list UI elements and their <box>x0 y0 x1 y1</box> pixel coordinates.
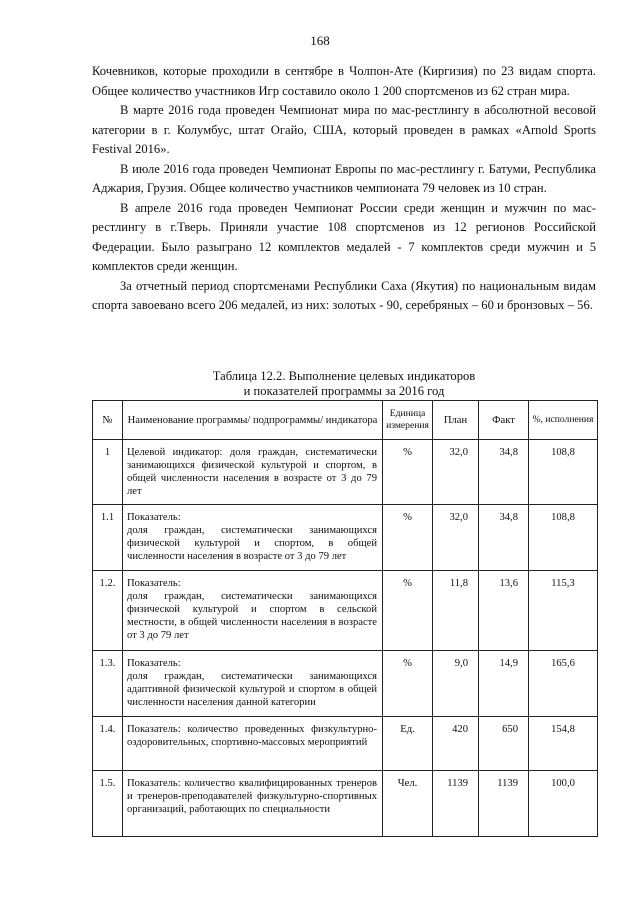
page-number: 168 <box>310 33 330 48</box>
row-num: 1.1 <box>93 505 123 571</box>
row-percent: 165,6 <box>529 651 598 717</box>
row-name-cell <box>123 651 383 717</box>
row-percent: 108,8 <box>529 505 598 571</box>
row-num: 1.4. <box>93 717 123 771</box>
row-num: 1.5. <box>93 771 123 837</box>
row-num: 1.3. <box>93 651 123 717</box>
paragraph: В марте 2016 года проведен Чемпионат мира по мас-рестлингу в абсолютной весовой категории в г. Колумбус, штат Огайо, США, который проведен в рамках «Arnold Sports Festival 2016». <box>92 103 596 156</box>
paragraph: За отчетный период спортсменами Республики Саха (Якутия) по национальным видам спорта завоевано всего 206 медалей, из них: золотых - 90, серебряных – 60 и бронзовых – 56. <box>92 278 596 312</box>
row-percent: 115,3 <box>529 571 598 651</box>
row-percent: 108,8 <box>529 440 598 505</box>
body-text <box>92 62 596 316</box>
caption-line: и показателей программы за 2016 год <box>243 384 445 398</box>
row-plan: 32,0 <box>433 505 479 571</box>
row-name: Показатель: количество проведенных физкультурно-оздоровительных, спортивно-массовых мероприятий <box>123 717 383 771</box>
paragraph: В июле 2016 года проведен Чемпионат Европы по мас-рестлингу г. Батуми, Республика Аджария, Грузия. Общее количество участников чемпионата 79 человек из 10 стран. <box>92 161 596 195</box>
row-percent: 154,8 <box>529 717 598 771</box>
row-name: доля граждан, систематически занимающихся физической культурой и спортом в сельской местности, в общей численности населения в возрасте от 3 до 79 лет <box>127 591 377 641</box>
table-header-row <box>93 401 598 440</box>
row-unit: % <box>383 440 433 505</box>
row-plan: 11,8 <box>433 571 479 651</box>
table-row <box>93 571 598 651</box>
indicators-table <box>92 400 598 837</box>
row-name: доля граждан, систематически занимающихся физической культурой и спортом, в общей численности населения в возрасте от 3 до 79 лет <box>127 525 377 562</box>
row-plan: 420 <box>433 717 479 771</box>
row-unit: Ед. <box>383 717 433 771</box>
table-row <box>93 717 598 771</box>
caption-line: Таблица 12.2. Выполнение целевых индикаторов <box>212 369 476 383</box>
header-percent: %, исполнения <box>529 401 598 440</box>
row-unit: % <box>383 505 433 571</box>
header-name: Наименование программы/ подпрограммы/ индикатора <box>123 401 383 440</box>
row-fact: 650 <box>479 717 529 771</box>
row-fact: 14,9 <box>479 651 529 717</box>
row-plan: 32,0 <box>433 440 479 505</box>
paragraph: Кочевников, которые проходили в сентябре в Чолпон-Ате (Киргизия) по 23 видам спорта. Общее количество участников Игр составило около 1 200 спортсменов из 62 стран мира. <box>92 64 596 98</box>
table-row <box>93 771 598 837</box>
table-row <box>93 505 598 571</box>
header-plan: План <box>433 401 479 440</box>
row-name-label: Показатель: <box>127 658 181 669</box>
row-fact: 1139 <box>479 771 529 837</box>
row-name: Показатель: количество квалифицированных тренеров и тренеров-преподавателей физкультурно-спортивных организаций, работающих по специальности <box>123 771 383 837</box>
row-plan: 1139 <box>433 771 479 837</box>
header-unit: Единица измерения <box>383 401 433 440</box>
row-num: 1 <box>93 440 123 505</box>
row-unit: Чел. <box>383 771 433 837</box>
row-plan: 9,0 <box>433 651 479 717</box>
table-row <box>93 440 598 505</box>
row-name: доля граждан, систематически занимающихся адаптивной физической культурой и спортом в общей численности населения данной категории <box>127 671 377 708</box>
row-name-cell <box>123 505 383 571</box>
row-name-label: Показатель: <box>127 512 181 523</box>
row-fact: 13,6 <box>479 571 529 651</box>
row-name-label: Показатель: <box>127 578 181 589</box>
paragraph: В апреле 2016 года проведен Чемпионат России среди женщин и мужчин по мас-рестлингу в г.Тверь. Приняли участие 108 спортсменов из 12 регионов Российской Федерации. Было разыграно 12 комплектов медалей - 7 комплектов среди мужчин и 5 комплектов среди женщин. <box>92 200 596 273</box>
header-num: № <box>93 401 123 440</box>
header-fact: Факт <box>479 401 529 440</box>
table-row <box>93 651 598 717</box>
row-unit: % <box>383 571 433 651</box>
row-num: 1.2. <box>93 571 123 651</box>
row-unit: % <box>383 651 433 717</box>
row-name-cell <box>123 571 383 651</box>
row-name: Целевой индикатор: доля граждан, систематически занимающихся физической культурой и спортом, в общей численности населения в возрасте от 3 до 79 лет <box>123 440 383 505</box>
row-fact: 34,8 <box>479 440 529 505</box>
row-fact: 34,8 <box>479 505 529 571</box>
table-caption <box>92 369 596 399</box>
row-percent: 100,0 <box>529 771 598 837</box>
